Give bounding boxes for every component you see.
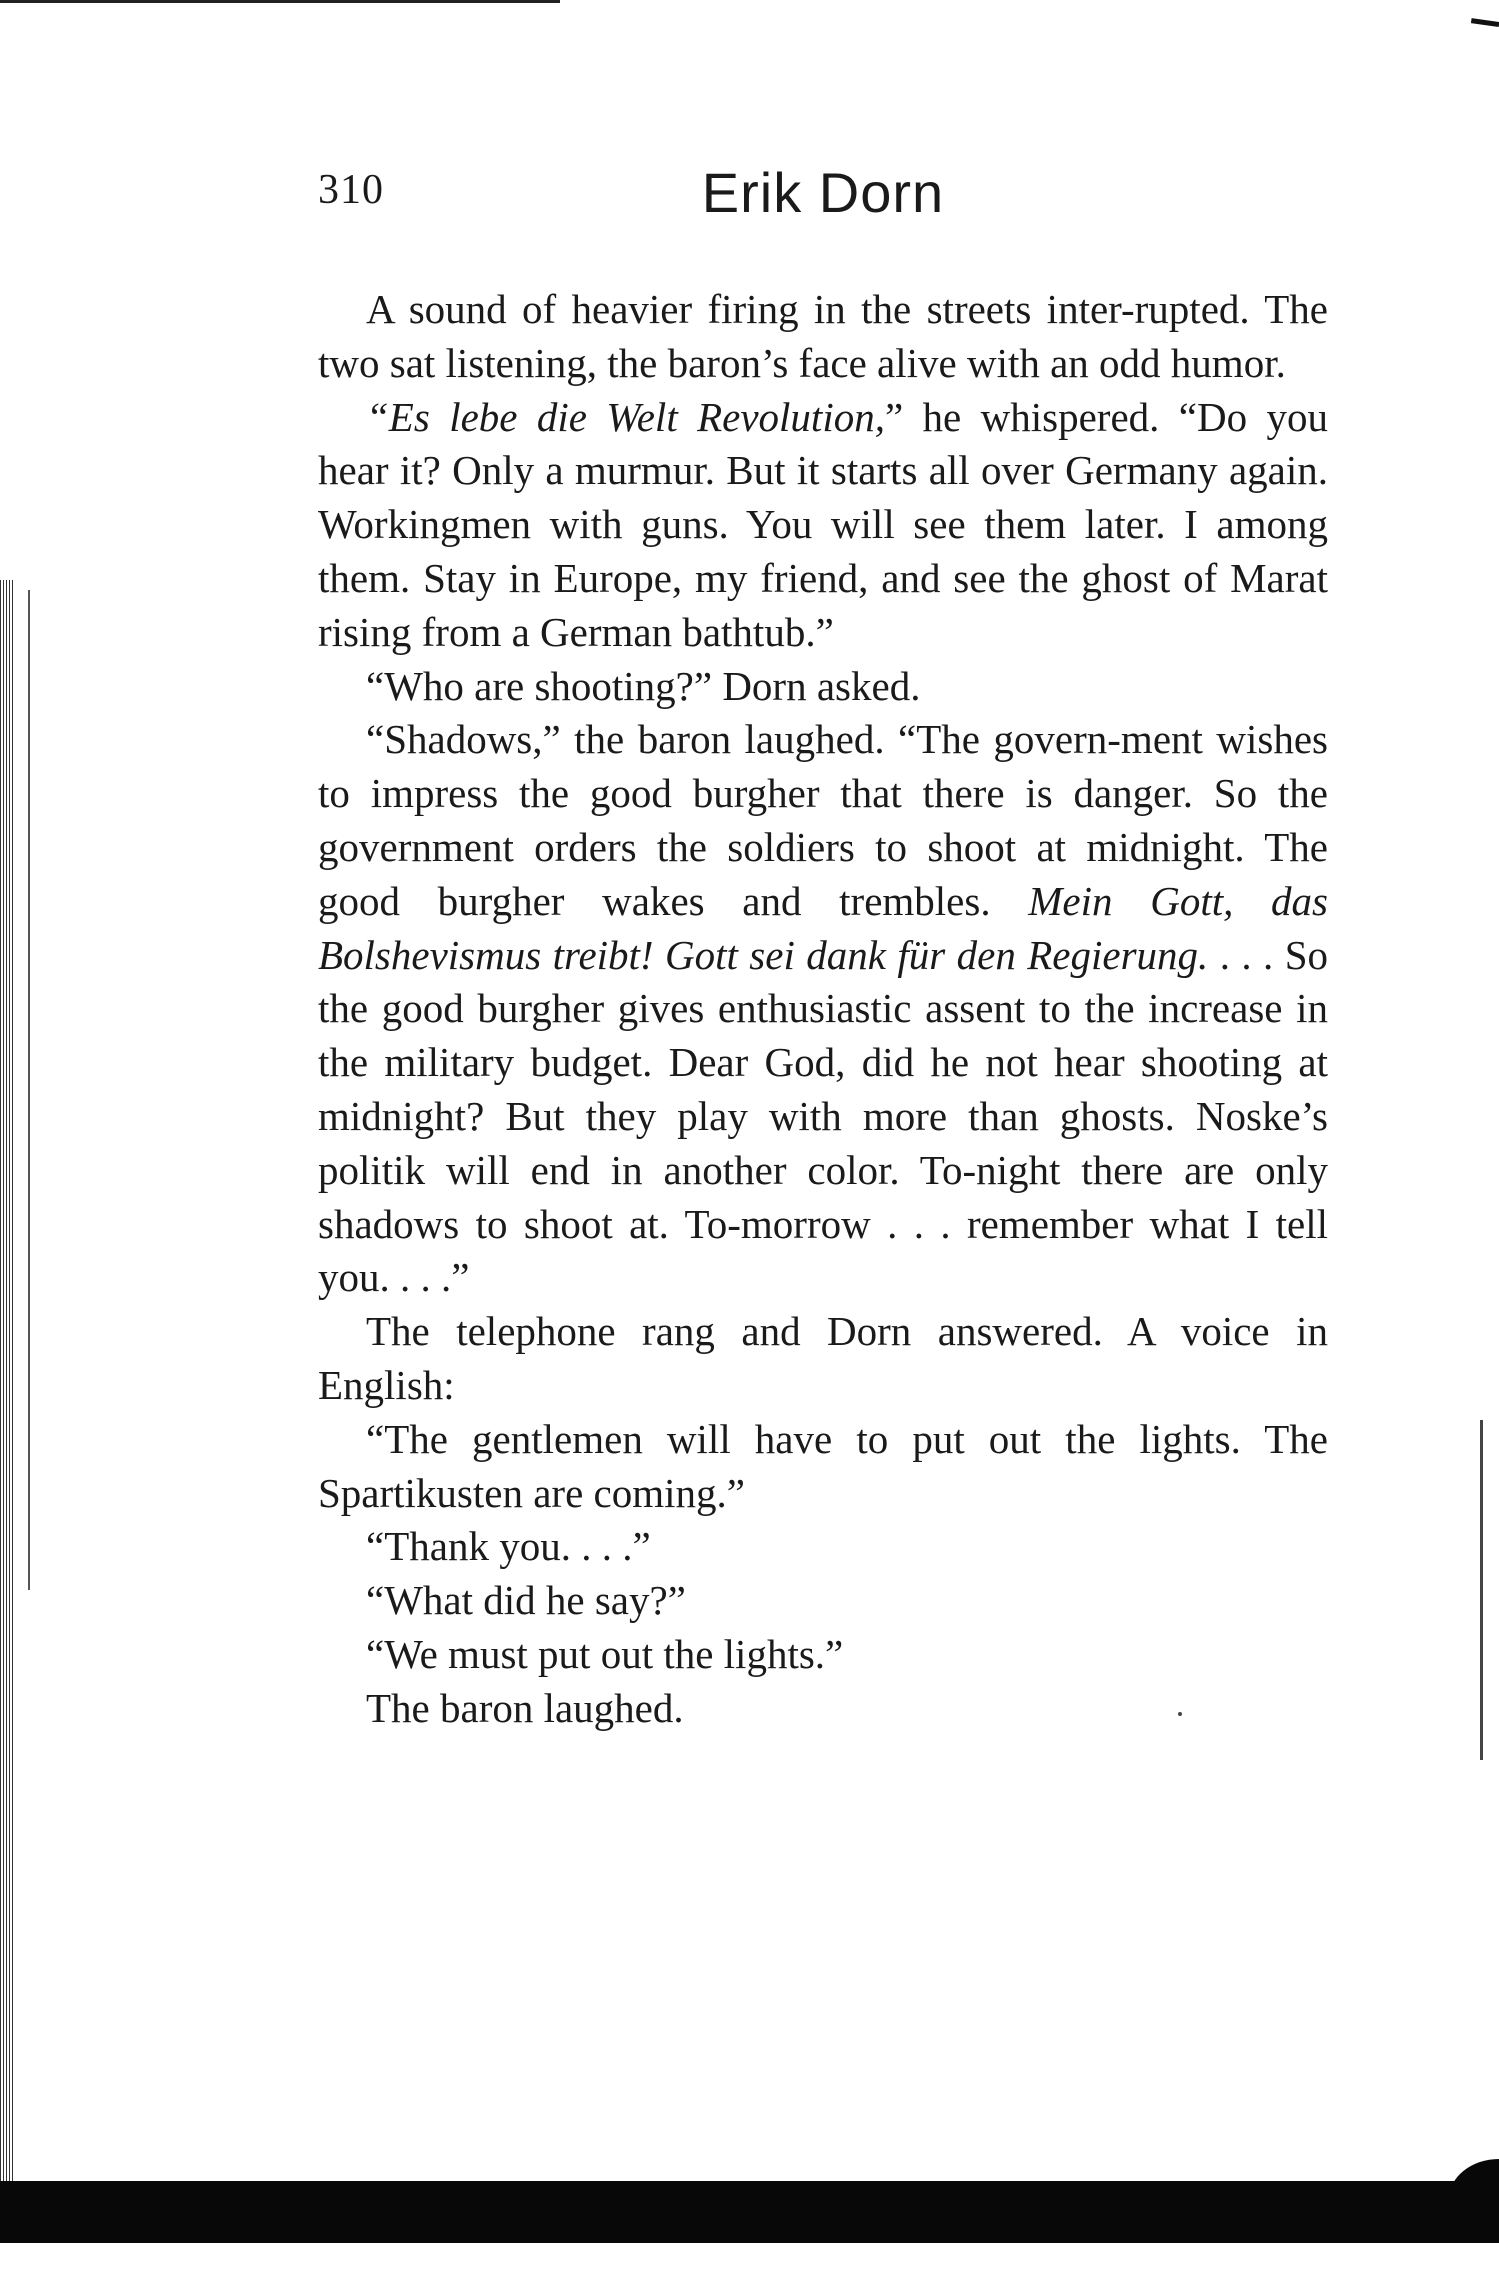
paragraph-7: “Thank you. . . .” <box>366 1523 651 1570</box>
paragraph-2 <box>318 391 1328 660</box>
paragraph-10: The baron laughed. <box>366 1684 684 1731</box>
paragraph-4 <box>318 713 1328 1305</box>
paragraph-5: The telephone rang and Dorn answered. A voice in English: <box>318 1308 1328 1408</box>
paragraph-2-text: ” he whispered. “Do you hear it? Only a murmur. But it starts all over Germany again. Workingmen with guns. You will see them later. I among them. Stay in Europe, my friend, and see the ghost of Marat rising from a German bathtub.” <box>318 393 1328 655</box>
paragraph-9: “We must put out the lights.” <box>366 1630 844 1677</box>
paragraph-8: “What did he say?” <box>366 1577 686 1624</box>
book-title: Erik Dorn <box>701 161 945 224</box>
paragraph-2-italic: “Es lebe die Welt Revolution, <box>366 393 885 440</box>
running-head <box>318 160 1328 230</box>
page-number: 310 <box>318 167 384 213</box>
paragraph-1: A sound of heavier firing in the streets inter-rupted. The two sat listening, the baron’s face alive with an odd humor. <box>318 286 1328 386</box>
body-text <box>318 283 1328 1736</box>
paragraph-4-text-b: . . . So the good burgher gives enthusiastic assent to the increase in the military budget. Dear God, did he not hear shooting at midnight? But they play with more than ghosts. Noske’s politik will end in another color. To-night there are only shadows to shoot at. To-morrow . . . remember what I tell you. . . .” <box>318 931 1328 1301</box>
paragraph-6: “The gentlemen will have to put out the lights. The Spartikusten are coming.” <box>318 1415 1328 1516</box>
paragraph-4-italic: Mein Gott, das Bolshevismus treibt! Gott sei dank für den Regierung. <box>318 877 1328 978</box>
paragraph-3: “Who are shooting?” Dorn asked. <box>366 662 921 709</box>
paragraph-4-text-a: “Shadows,” the baron laughed. “The govern-ment wishes to impress the good burgher that there is danger. So the government orders the soldiers to shoot at midnight. The good burgher wakes and trembles. <box>318 716 1328 924</box>
